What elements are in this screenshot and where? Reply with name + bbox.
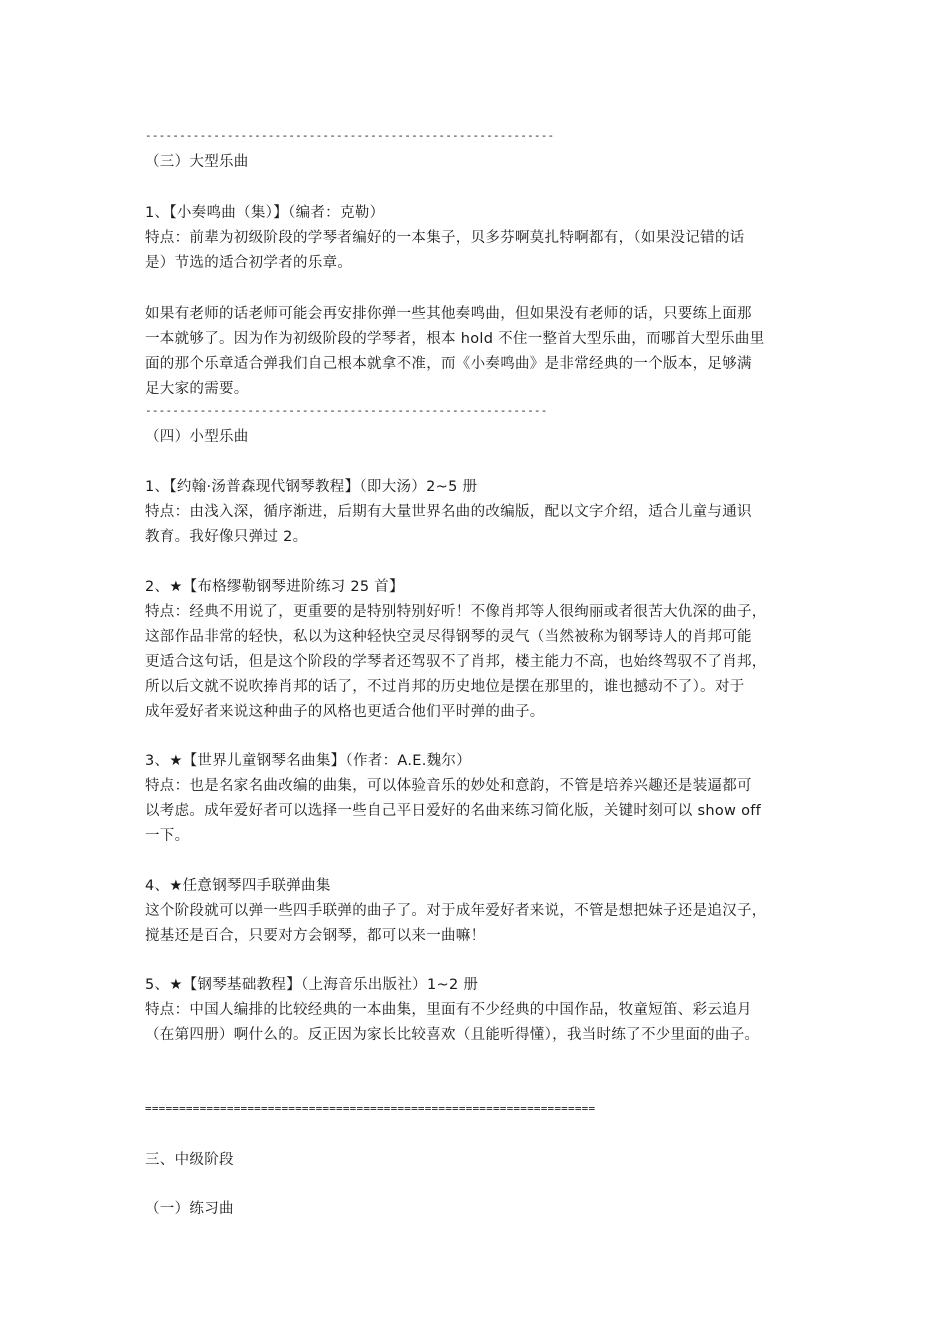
item-title: 1、【小奏鸣曲（集）】（编者：克勒） [145, 205, 385, 221]
item-title: 4、★任意钢琴四手联弹曲集 [145, 878, 331, 894]
item-title: 1、【约翰·汤普森现代钢琴教程】（即大汤）2~5 册 [145, 479, 478, 495]
text-line: 这部作品非常的轻快，私以为这种轻快空灵尽得钢琴的灵气（当然被称为钢琴诗人的肖邦可能 [145, 629, 752, 645]
text-line: 更适合这句话，但是这个阶段的学琴者还驾驭不了肖邦，楼主能力不高，也始终驾驭不了肖邦， [145, 654, 767, 670]
text-line: 一下。 [145, 828, 190, 844]
section-heading: （四）小型乐曲 [145, 429, 249, 445]
text-line: （在第四册）啊什么的。反正因为家长比较喜欢（且能听得懂），我当时练了不少里面的曲子。 [145, 1027, 760, 1043]
text-line: 特点：由浅入深，循序渐进，后期有大量世界名曲的改编版，配以文字介绍，适合儿童与通识 [145, 504, 752, 520]
text-line: 以考虑。成年爱好者可以选择一些自己平日爱好的名曲来练习简化版，关键时刻可以 show off [145, 803, 762, 819]
text-line: 特点：前辈为初级阶段的学琴者编好的一本集子，贝多芬啊莫扎特啊都有，（如果没记错的话 [145, 230, 745, 246]
text-line: 搅基还是百合，只要对方会钢琴，都可以来一曲嘛！ [145, 928, 486, 944]
text-line: 足大家的需要。 [145, 381, 249, 397]
text-line: 一本就够了。因为作为初级阶段的学琴者，根本 hold 不住一整首大型乐曲，而哪首大型乐曲里 [145, 331, 765, 347]
item-title: 5、★【钢琴基础教程】（上海音乐出版社）1~2 册 [145, 977, 479, 993]
text-line: 教育。我好像只弹过 2。 [145, 529, 308, 545]
section-heading: （三）大型乐曲 [145, 154, 249, 170]
text-line: 面的那个乐章适合弹我们自己根本就拿不准，而《小奏鸣曲》是非常经典的一个版本，足够满 [145, 356, 752, 372]
item-title: 2、★【布格缪勒钢琴进阶练习 25 首】 [145, 579, 404, 595]
text-line: 成年爱好者来说这种曲子的风格也更适合他们平时弹的曲子。 [145, 704, 545, 720]
separator-double: ================================================================== [145, 1102, 596, 1115]
separator-dashed: ------------------------------------------------------------ [145, 129, 555, 142]
part-heading: 三、中级阶段 [145, 1152, 234, 1168]
item-title: 3、★【世界儿童钢琴名曲集】（作者：A.E.魏尔） [145, 753, 472, 769]
text-line: 所以后文就不说吹捧肖邦的话了，不过肖邦的历史地位是摆在那里的，谁也撼动不了）。对于 [145, 679, 745, 695]
text-line: 特点：经典不用说了，更重要的是特别特别好听！不像肖邦等人很绚丽或者很苦大仇深的曲子， [145, 604, 767, 620]
separator-dashed: ----------------------------------------------------------- [145, 404, 548, 417]
text-line: 如果有老师的话老师可能会再安排你弹一些其他奏鸣曲，但如果没有老师的话，只要练上面那 [145, 306, 752, 322]
section-heading: （一）练习曲 [145, 1201, 234, 1217]
text-line: 是）节选的适合初学者的乐章。 [145, 255, 353, 271]
text-line: 这个阶段就可以弹一些四手联弹的曲子了。对于成年爱好者来说，不管是想把妹子还是追汉子， [145, 903, 767, 919]
text-line: 特点：也是名家名曲改编的曲集，可以体验音乐的妙处和意韵，不管是培养兴趣还是装逼都可 [145, 778, 752, 794]
text-line: 特点：中国人编排的比较经典的一本曲集，里面有不少经典的中国作品，牧童短笛、彩云追月 [145, 1002, 752, 1018]
